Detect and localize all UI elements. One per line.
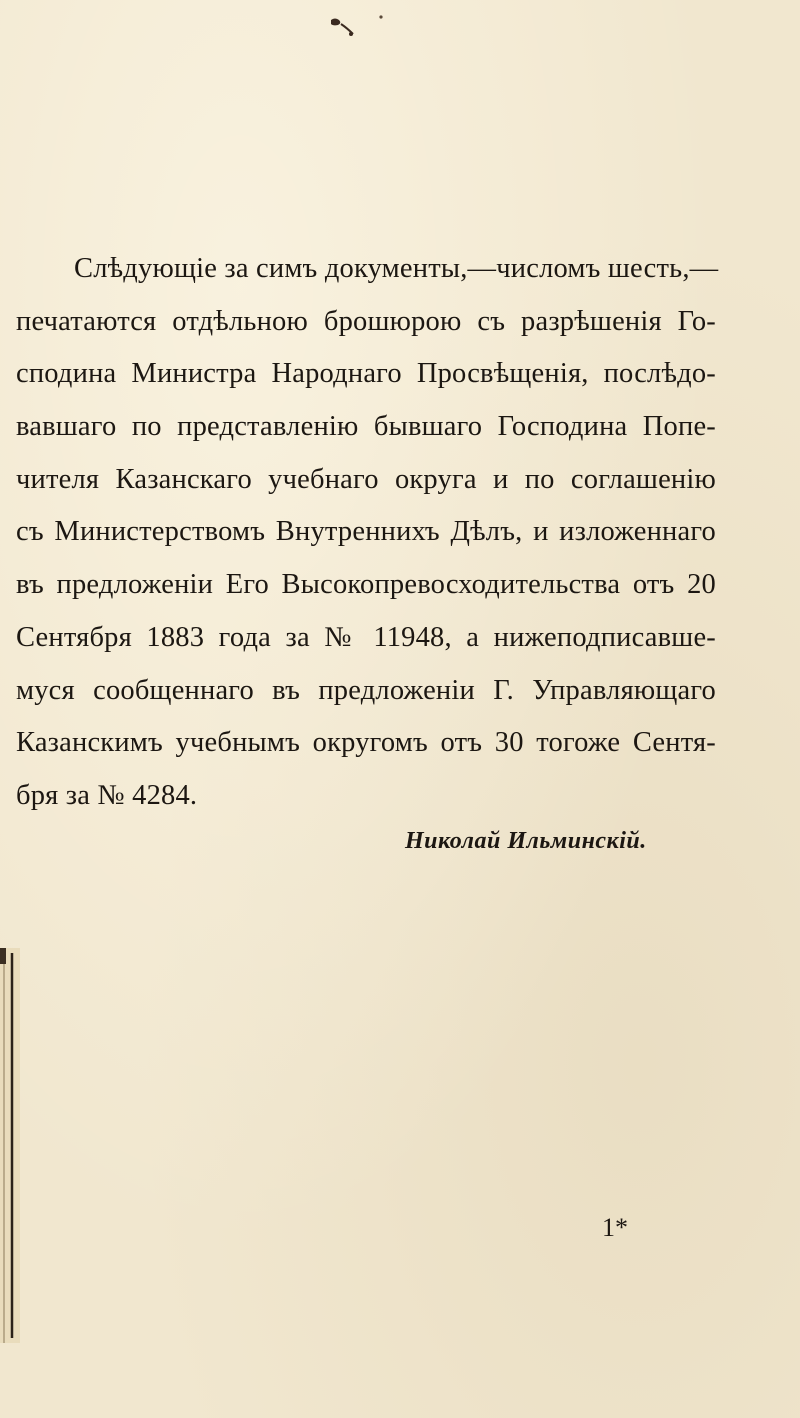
text-line: сподина Министра Народнаго Просвѣщенія, послѣдо-: [16, 358, 716, 390]
text-line: муся сообщеннаго въ предложеніи Г. Управляющаго: [16, 674, 716, 706]
signature: Николай Ильминскій.: [405, 828, 647, 854]
text-line: Казанскимъ учебнымъ округомъ отъ 30 тогоже Сентя-: [16, 727, 716, 759]
text-line: Слѣдующіе за симъ документы,—числомъ шесть,—: [74, 253, 719, 284]
text-line: чителя Казанскаго учебнаго округа и по соглашенію: [16, 463, 716, 495]
binding-edge: [0, 948, 20, 1343]
body-paragraph: [16, 243, 719, 823]
text-line: съ Министерствомъ Внутреннихъ Дѣлъ, и изложеннаго: [16, 516, 716, 548]
text-line: бря за № 4284.: [16, 779, 198, 811]
text-line: вавшаго по представленію бывшаго Господина Попе-: [16, 411, 716, 443]
text-line: въ предложеніи Его Высокопревосходительства отъ 20: [16, 569, 716, 601]
page-number: 1*: [602, 1213, 628, 1242]
text-line: печатаются отдѣльною брошюрою съ разрѣшенія Го-: [16, 305, 716, 337]
ink-blot-icon: [325, 12, 395, 42]
text-line: Сентября 1883 года за № 11948, а нижеподписавше-: [16, 621, 716, 653]
